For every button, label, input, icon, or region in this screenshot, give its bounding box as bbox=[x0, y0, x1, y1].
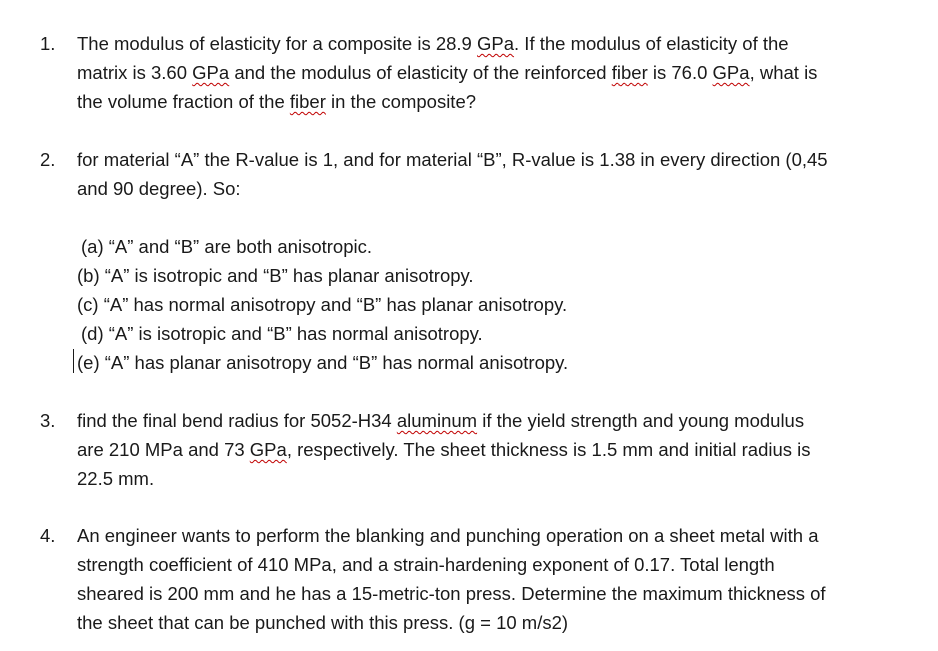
text-line bbox=[77, 550, 917, 579]
text-line bbox=[77, 406, 917, 435]
text-run: if the yield strength and young modulus bbox=[477, 410, 805, 431]
option-b: (b) “A” is isotropic and “B” has planar anisotropy. bbox=[77, 265, 474, 286]
text-run: and 90 degree). So: bbox=[77, 178, 241, 199]
text-cursor bbox=[73, 349, 74, 373]
spelling-flag: aluminum bbox=[396, 410, 478, 431]
text-run: are 210 MPa and 73 bbox=[77, 439, 250, 460]
text-line bbox=[77, 29, 917, 58]
text-line bbox=[77, 579, 917, 608]
question-text bbox=[77, 521, 917, 637]
spelling-flag: GPa bbox=[477, 33, 515, 54]
text-line bbox=[77, 464, 917, 493]
answer-options bbox=[77, 232, 568, 377]
option-e: (e) “A” has planar anisotropy and “B” has normal anisotropy. bbox=[77, 352, 569, 373]
question-text bbox=[77, 145, 917, 203]
text-run: An engineer wants to perform the blanking and punching operation on a sheet metal with a bbox=[77, 525, 819, 546]
option-d: (d) “A” is isotropic and “B” has normal anisotropy. bbox=[81, 323, 483, 344]
text-line bbox=[77, 145, 917, 174]
text-run: sheared is 200 mm and he has a 15-metric-ton press. Determine the maximum thickness of bbox=[77, 583, 826, 604]
text-run: 22.5 mm. bbox=[77, 468, 155, 489]
text-run: and the modulus of elasticity of the reinforced bbox=[229, 62, 612, 83]
question-number: 2. bbox=[40, 149, 56, 170]
text-line bbox=[77, 435, 917, 464]
text-line bbox=[77, 521, 917, 550]
text-run: in the composite? bbox=[325, 91, 477, 112]
question-number: 4. bbox=[40, 525, 56, 546]
text-run: strength coefficient of 410 MPa, and a strain-hardening exponent of 0.17. Total length bbox=[77, 554, 775, 575]
text-run: is 76.0 bbox=[647, 62, 713, 83]
spelling-flag: GPa bbox=[249, 439, 287, 460]
text-run: for material “A” the R-value is 1, and for material “B”, R-value is 1.38 in every direction (0,45 bbox=[77, 149, 828, 170]
text-run: , what is bbox=[749, 62, 818, 83]
spelling-flag: fiber bbox=[289, 91, 326, 112]
question-number: 3. bbox=[40, 410, 56, 431]
text-run: The modulus of elasticity for a composite is 28.9 bbox=[77, 33, 477, 54]
option-c: (c) “A” has normal anisotropy and “B” has planar anisotropy. bbox=[77, 294, 568, 315]
spelling-flag: GPa bbox=[192, 62, 230, 83]
option-a: (a) “A” and “B” are both anisotropic. bbox=[81, 236, 372, 257]
text-run: find the final bend radius for 5052-H34 bbox=[77, 410, 397, 431]
text-run: matrix is 3.60 bbox=[77, 62, 193, 83]
text-line bbox=[77, 87, 917, 116]
question-number: 1. bbox=[40, 33, 56, 54]
text-run: . If the modulus of elasticity of the bbox=[514, 33, 789, 54]
text-line bbox=[77, 174, 917, 203]
question-text bbox=[77, 406, 917, 493]
spelling-flag: fiber bbox=[611, 62, 648, 83]
text-line bbox=[77, 608, 917, 637]
text-run: the volume fraction of the bbox=[77, 91, 290, 112]
spelling-flag: GPa bbox=[712, 62, 750, 83]
text-run: the sheet that can be punched with this press. (g = 10 m/s2) bbox=[77, 612, 569, 633]
question-text bbox=[77, 29, 917, 116]
text-run: , respectively. The sheet thickness is 1.5 mm and initial radius is bbox=[286, 439, 811, 460]
text-line bbox=[77, 58, 917, 87]
